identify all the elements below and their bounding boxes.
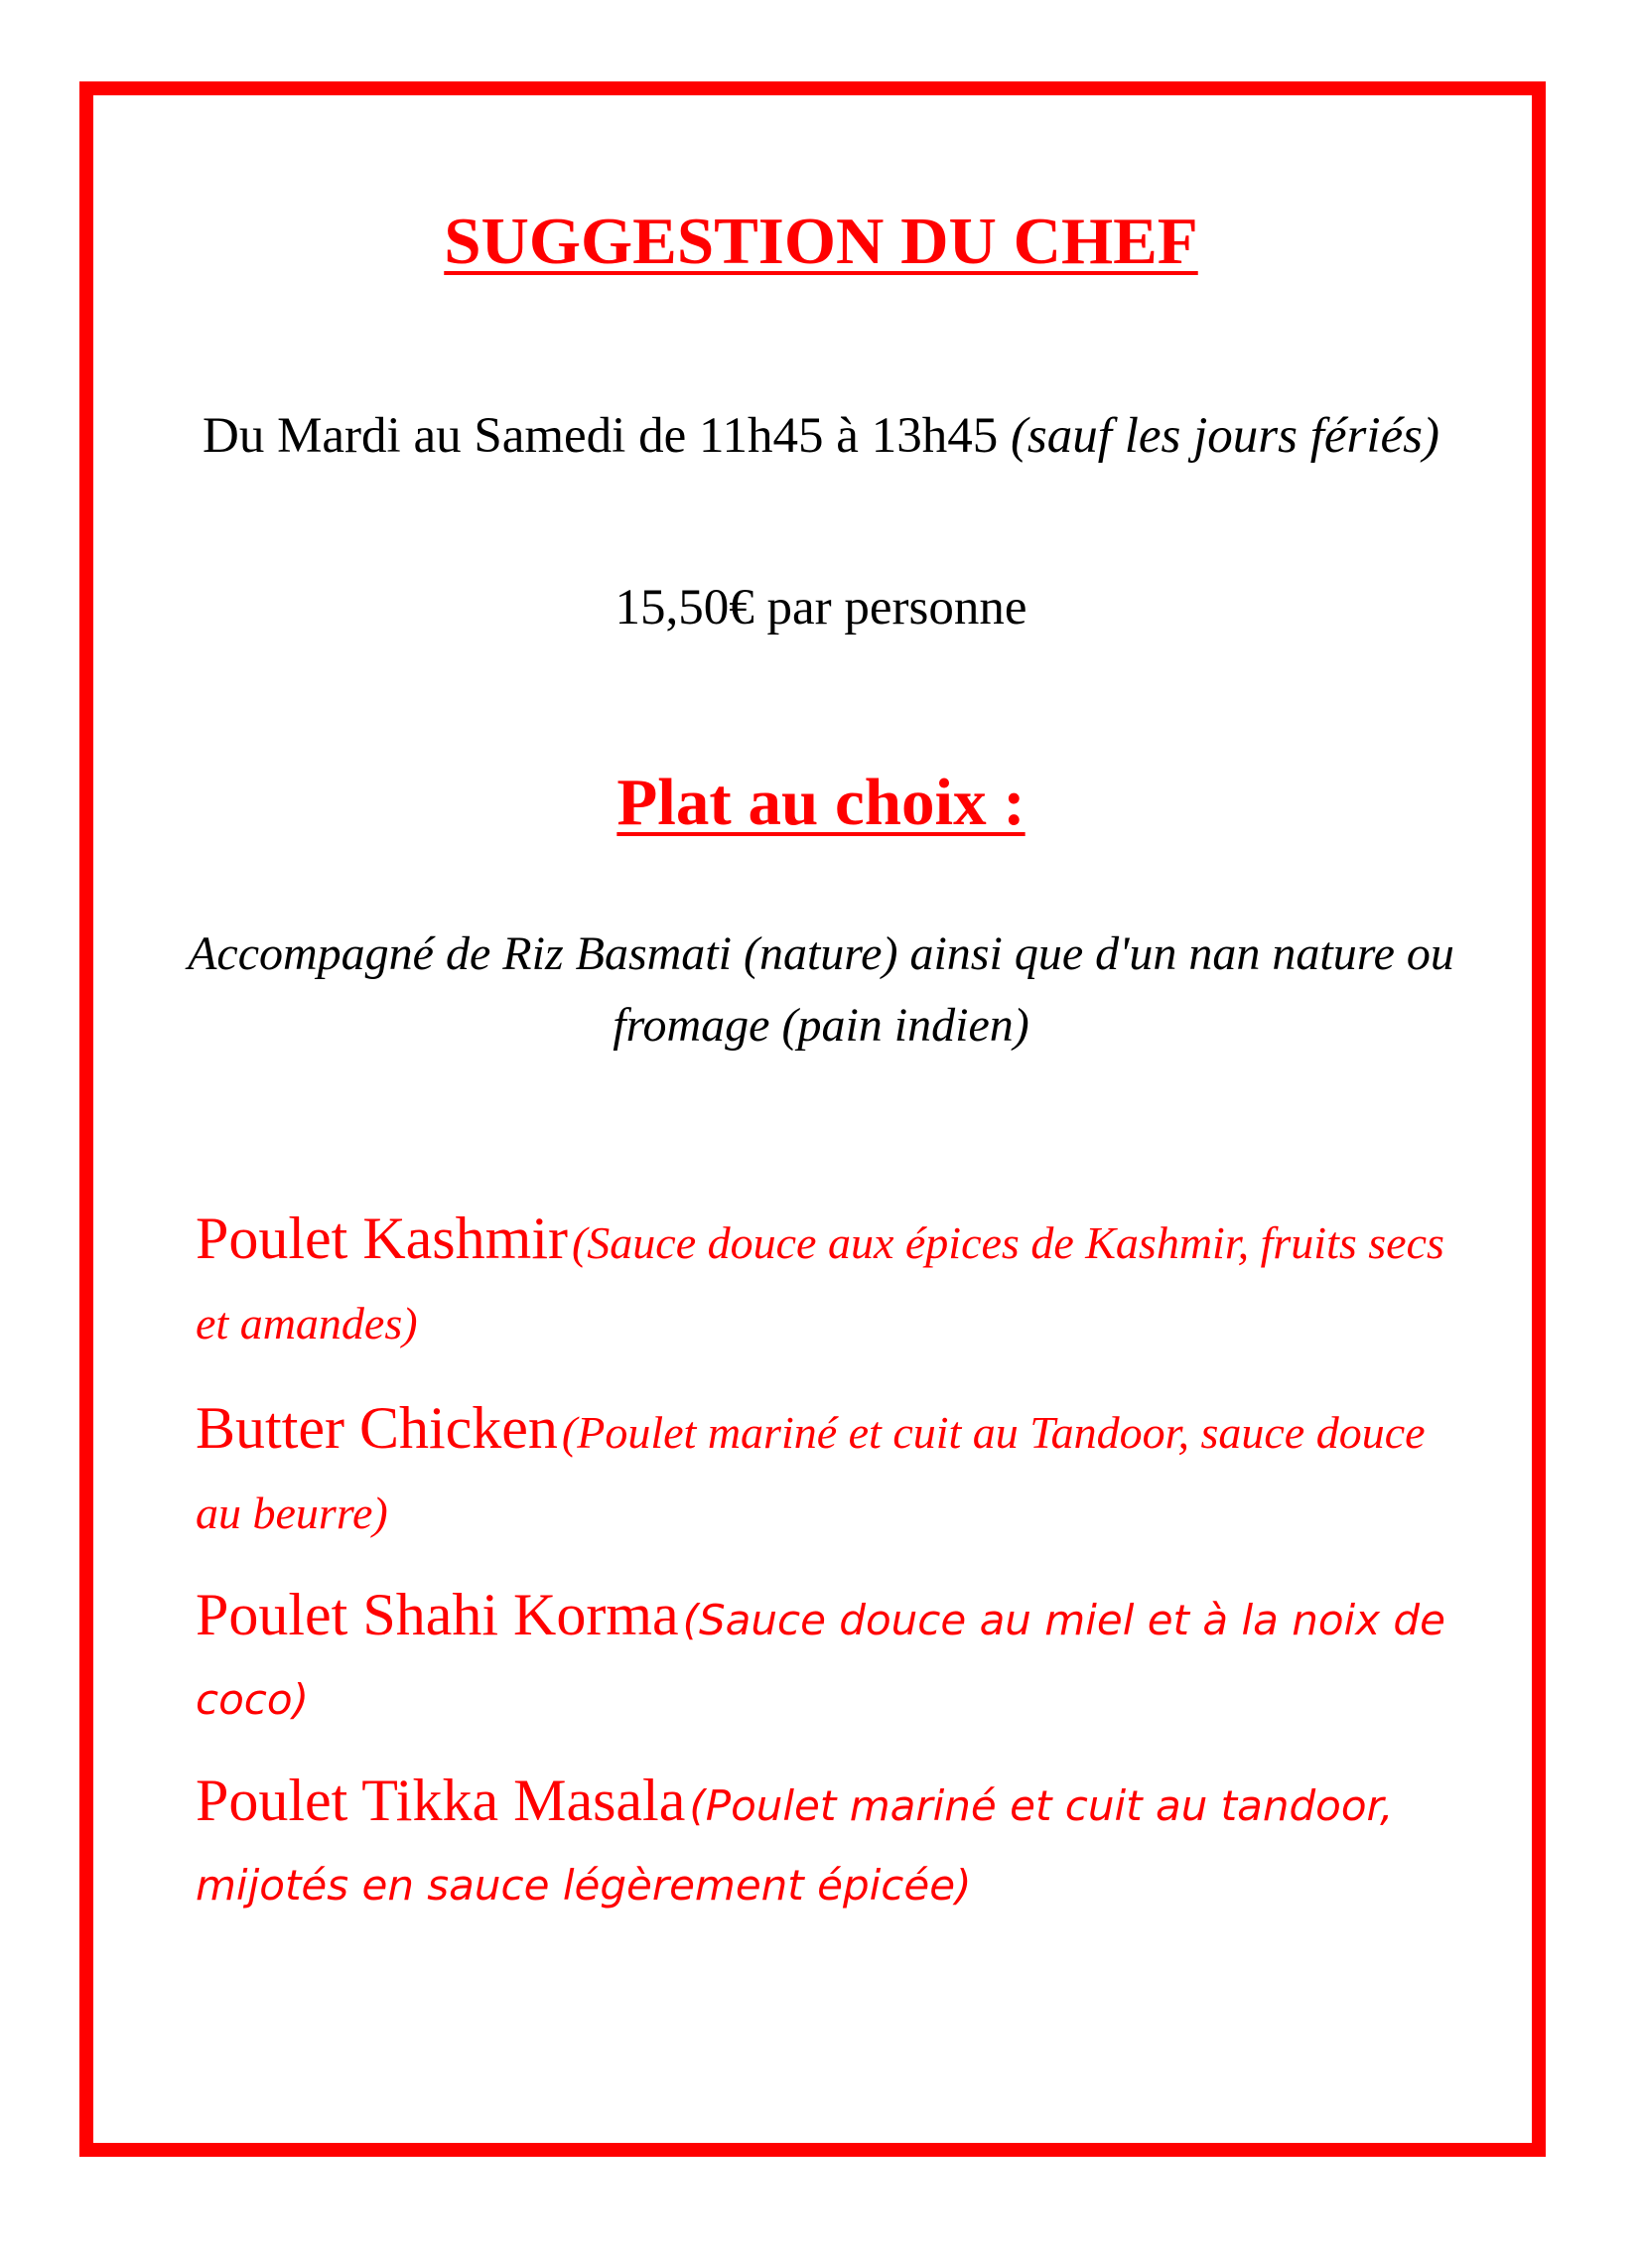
dish-item xyxy=(196,1580,1466,1745)
dish-item xyxy=(196,1204,1466,1369)
dish-description: (Poulet mariné et cuit au Tandoor, sauce douce au beurre) xyxy=(196,1407,1426,1538)
accompaniment-note: Accompagné de Riz Basmati (nature) ainsi que d'un nan nature ou fromage (pain indien) xyxy=(188,927,1454,1052)
section-title: Plat au choix : xyxy=(616,766,1026,839)
dish-description: (Sauce douce aux épices de Kashmir, fruits secs et amandes) xyxy=(196,1217,1444,1348)
dish-name: Poulet Shahi Korma xyxy=(196,1582,679,1647)
opening-hours xyxy=(199,400,1443,472)
dish-item xyxy=(196,1393,1466,1559)
menu-price: 15,50€ par personne xyxy=(615,580,1027,636)
dish-name: Poulet Kashmir xyxy=(196,1205,568,1271)
dish-name: Poulet Tikka Masala xyxy=(196,1768,686,1833)
opening-hours-text: Du Mardi au Samedi de 11h45 à 13h45 xyxy=(202,408,999,464)
menu-title: SUGGESTION DU CHEF xyxy=(444,205,1198,278)
dish-item xyxy=(196,1766,1466,1930)
dish-description: (Sauce douce au miel et à la noix de coco) xyxy=(196,1596,1445,1724)
dish-name: Butter Chicken xyxy=(196,1395,558,1461)
dish-description: (Poulet mariné et cuit au tandoor, mijotés en sauce légèrement épicée) xyxy=(196,1781,1394,1910)
opening-hours-note: (sauf les jours fériés) xyxy=(1010,408,1440,464)
